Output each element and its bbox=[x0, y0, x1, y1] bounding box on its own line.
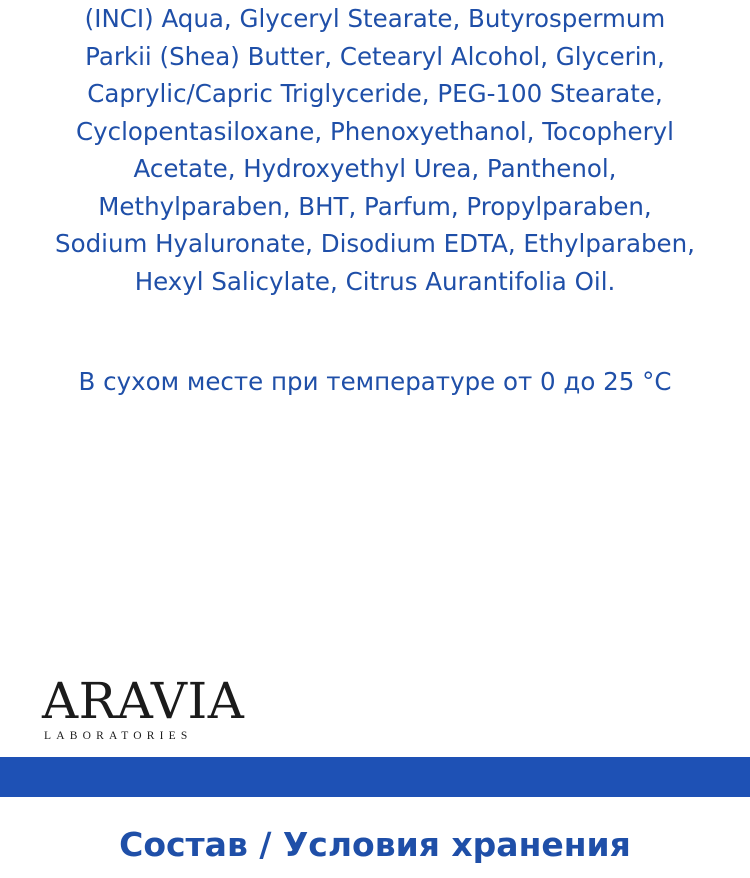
ingredients-line: Parkii (Shea) Butter, Cetearyl Alcohol, Glycerin, bbox=[85, 41, 665, 71]
storage-conditions: В сухом месте при температуре от 0 до 25 °C bbox=[78, 367, 672, 396]
ingredients-line: Hexyl Salicylate, Citrus Aurantifolia Oil. bbox=[134, 266, 616, 296]
ingredients-list bbox=[25, 0, 725, 300]
ingredients-line: Acetate, Hydroxyethyl Urea, Panthenol, bbox=[133, 154, 617, 183]
logo-brand-name: ARAVIA bbox=[42, 672, 245, 730]
section-title: Состав / Условия хранения bbox=[119, 825, 631, 864]
accent-band bbox=[0, 757, 750, 797]
ingredients-line: Caprylic/Capric Triglyceride, PEG-100 Stearate, bbox=[87, 79, 663, 108]
ingredients-line: Methylparaben, BHT, Parfum, Propylparaben, bbox=[98, 191, 652, 221]
ingredients-line: Sodium Hyaluronate, Disodium EDTA, Ethylparaben, bbox=[55, 229, 695, 258]
ingredients-line: Cyclopentasiloxane, Phenoxyethanol, Tocopheryl bbox=[76, 116, 674, 146]
logo-subtitle: LABORATORIES bbox=[44, 730, 193, 742]
brand-logo bbox=[42, 672, 257, 743]
ingredients-line: (INCI) Aqua, Glyceryl Stearate, Butyrospermum bbox=[84, 4, 666, 33]
